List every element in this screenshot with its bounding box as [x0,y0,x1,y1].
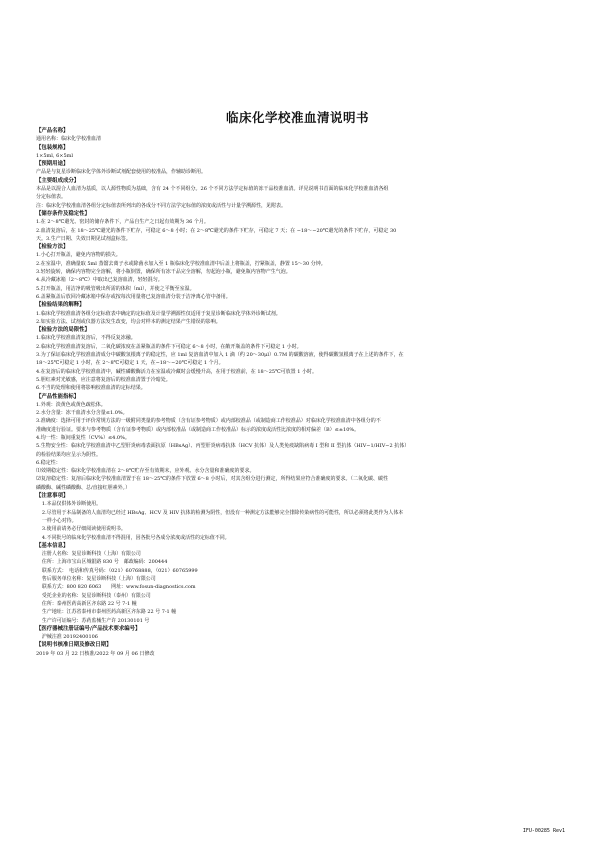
section-heading: 【产品性能指标】 [36,393,80,400]
section-line: 1×5ml, 6×5ml [36,152,73,159]
section-heading: 【医疗器械注册证编号/产品技术要求编号】 [36,625,141,632]
document-title: 临床化学校准血清说明书 [225,110,369,125]
section [36,144,566,161]
section-heading: 【检验方法的局限性】 [36,327,90,334]
section-heading: 【预期用途】 [36,161,69,168]
section [36,625,566,642]
section-line: 4.不同批号的临床化学校准血清不得混用，因各批号各成分浓度或活性的定标值不同。 [41,534,230,541]
section-heading: 【主要组成成分】 [36,177,80,184]
section [36,210,566,243]
section-line: 的检验结果均应呈示为阴性。 [36,451,102,458]
section-line: 2.如实验方法、试剂或仪器方法发生改变，均会对样本的测定结果产生错误的影响。 [36,318,221,325]
document-body [36,127,566,658]
section-line: 2019 年 03 月 22 日核准/2022 年 09 月 06 日修改 [36,650,155,657]
section-line: 联系方式：800 820 6063 网址：www.fosun-diagnostics.com [41,584,196,591]
section-heading: 【储存条件及稳定性】 [36,210,90,217]
section [36,542,566,625]
section-line: 一样小心对待。 [41,517,77,524]
section-line: 本品是以混合人血清为基质，以人源性物质为基础，含有 24 个不同组分。26 个不同方法学定标值的冻干品校准血清。详见说明书首面的临床化学校准血清各组 [36,186,389,193]
section-line: 1.临床化学校准血清复溶后，不得反复冻融。 [36,335,136,342]
section-line: 准确度进行验证。要求与参考物质（含有证参考物质）或内部校准品（或制造商工作校准品）标示的浓度或活性比浓度的相对偏差（B）≤±10%。 [36,426,360,433]
section [36,243,566,301]
section [36,641,566,658]
section-line: 产品是与复星诊断临床化学体外诊断试剂配套使用的校准品，作辅助诊断用。 [36,169,207,176]
section-line: 4.均一性：瓶间重复性（CV%）≤4.0%。 [36,434,130,441]
section-line: 1.临床化学校准血清各组分定标值表中确定的定标值及计量学溯源性仅适用于复星诊断临床化学体外诊断试剂。 [36,310,281,317]
section-heading: 【检验方法】 [36,244,69,251]
section-heading: 【说明书核准日期及修改日期】 [36,642,112,649]
section-line: 6.盖紧瓶盖后放回冷藏冰箱中保存或按每次用量将已复溶血清分装于洁净离心管中备用。 [36,293,231,300]
section-line: 住所：上海市宝山区城银路 830 号 邮政编码：200444 [41,559,168,566]
footer-code: IFU-00285 Rev1 [522,828,565,834]
section-line: 生产地址：江苏省泰州市泰州医药高新区齐东路 22 号 7-1 幢 [41,609,177,616]
section-line: 售后服务单位名称：复星诊断科技（上海）有限公司 [41,576,156,583]
section-line: 1.本品仅供体外诊断使用。 [41,501,102,508]
section-line: 5.打开瓶盖，用洁净的吸管吸出所需的体积（ml），并使之平衡至室温。 [36,285,195,292]
section [36,492,566,542]
section-line: 3.为了保证临床化学校准血清成分中碳酸氢根离子的稳定性，应 1ml 复溶血清中加入 1 滴（约 20～30μl）0.7M 的碳酸溶液，使得碳酸氢根离子在上述的条件下，在 [36,352,404,359]
section-heading: 【检验结果的解释】 [36,302,85,309]
section-line: 通用名称：临床化学校准血清 [36,136,102,143]
section-heading: 【产品名称】 [36,128,69,134]
section-line: 注册人名称：复星诊断科技（上海）有限公司 [41,551,141,558]
section-line: 天。3.生产日期、失效日期见试剂盒标签。 [36,235,131,242]
section-line: 18～25℃可稳定 1 小时，在 2～8℃可稳定 1 天，在−18～−20℃可稳定 1 个月。 [36,360,224,367]
section-line: 3.准确度：选择可用于评价常规方法的一级附同类量的参考物质（含有证参考物质）或内部校准品（或制造商工作校准品）对临床化学校准血清中各组分的不 [36,418,381,425]
section-line: 受托企业的名称：复星诊断科技（泰州）有限公司 [41,592,151,599]
section [36,326,566,392]
section-line: 4.从冷藏冰箱（2～8℃）中取出已复溶血清，轻轻混匀。 [36,277,163,284]
section-line: ⑴效期稳定性：临床化学校准血清在 2～8℃贮存至有效期末，应外观、水分含量和准确度的要求。 [36,468,255,475]
section-line: 磷酸酶、碱性磷酸酶、总/直接红胆素外。） [36,484,131,491]
section-line: ⑵复溶稳定性：复溶后临床化学校准血清置于在 18～25℃的条件下放置 6～8 小时后，对其含组分进行测定，所得结果应符合准确度的要求。（二氧化碳、碳性 [36,476,388,483]
section-line: 1.在 2～8℃避光、密封的储存条件下，产品自生产之日起有效期为 36 个月。 [36,219,209,226]
section-heading: 【注意事项】 [36,493,69,500]
section-line: 沪械注准 20192400106 [41,634,98,641]
section-line: 注：临床化学校准血清各组分定标值表所列出的各成分不同方法学定标值的浓度或活性与计量学溯源性，见附表。 [36,202,287,209]
section [36,301,566,326]
section-line: 住所：泰州医药高新区齐东路 22 号 7-1 幢 [41,600,137,607]
section [36,160,566,177]
section-line: 1.小心打开瓶盖，避免内容物的损失。 [36,252,121,259]
section-line: 5.胆红素对光敏感，应注意将复溶后的校准血清置于冷暗处。 [36,376,171,383]
section-line: 6.不当的处理和使用将影响校准血清的定标结果。 [36,385,146,392]
section-heading: 【基本信息】 [36,542,69,549]
section-line: 5.生物安全性：临床化学校准血清中乙型肝炎病毒表面抗原（HBsAg）、丙型肝炎病毒抗体（HCV 抗体）及人类免疫缺陷病毒 I 型和 II 型抗体（HIV−1/HIV−2 抗体） [36,443,410,450]
section-line: 2.血清复溶后，在 18～25℃避光的条件下贮存，可稳定 6～8 小时；在 2～8℃避光的条件下贮存，可稳定 7 天；在 −18～−20℃避光的条件下贮存，可稳定 30 [36,227,397,234]
section-line: 3.使用前请务必仔细阅读使用说明书。 [41,526,126,533]
section-line: 6.稳定性： [36,459,61,466]
section-heading: 【包装规格】 [36,144,69,151]
section-line: 2.临床化学校准血清复溶后，二氧化碳浓度在盖紧瓶盖的条件下可稳定 6～8 小时，在敞开瓶盖的条件下可稳定 1 小时。 [36,343,302,350]
section-line: 2.水分含量：冻干血清水分含量≤1.0%。 [36,410,128,417]
section-line: 2.尽管用于本品制备的人血清均已经过 HBsAg、HCV 及 HIV 抗体的检测为阴性，但没有一种测定方法能够完全排除传染病性的可能性，所以必须将此类作为人体本 [41,509,404,516]
section-line: 生产许可证编号：苏药监械生产许 20130101 号 [41,617,150,624]
section-line: 分定标值表。 [36,194,67,201]
section-line: 4.在复溶后的临床化学校准血清中，碱性磷酸酶活力在室温或冷藏时会缓慢升高，在用于校准前，在 18～25℃可放置 1 小时。 [36,368,318,375]
section [36,127,566,144]
section [36,177,566,210]
section-line: 2.在室温中，准确量取 5ml 蒸馏去离子水或除菌水加入至 1 瓶临床化学校准血清中后盖上将瓶盖，拧紧瓶盖，静置 15～30 分钟。 [36,260,326,267]
section [36,393,566,493]
section-line: 联系方式： 电话和传真号码：（021）60768888，（021）60765999 [41,567,198,574]
section-line: 3.轻轻旋转，确保内容物完全溶解，将小瓶倒置，确保所有冻干品完全溶解，勿起泡小瓶，避免瓶内容物产生气泡。 [36,269,291,276]
section-line: 1.外观：淡黄色或黄色疏松体。 [36,401,106,408]
